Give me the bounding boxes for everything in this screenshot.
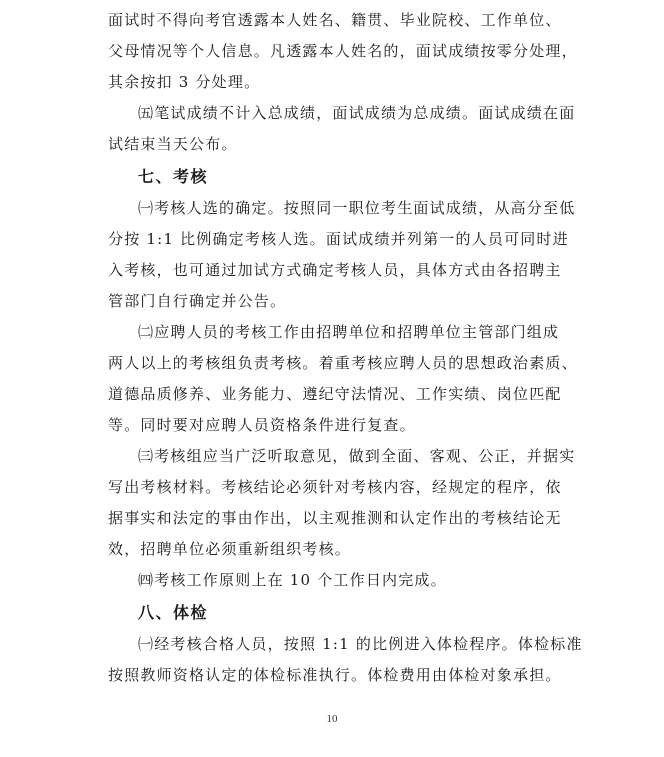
text-line: 入考核，也可通过加试方式确定考核人员，具体方式由各招聘主	[108, 261, 562, 279]
text-line: ㈡应聘人员的考核工作由招聘单位和招聘单位主管部门组成	[138, 323, 560, 341]
text-line: 据事实和法定的事由作出，以主观推测和认定作出的考核结论无	[108, 509, 562, 527]
paragraph-item-5-score	[108, 98, 576, 160]
text-line: 道德品质修养、业务能力、遵纪守法情况、工作实绩、岗位匹配	[108, 385, 562, 403]
paragraph-assessment-1	[108, 193, 576, 317]
text-line: 管部门自行确定并公告。	[108, 292, 287, 310]
paragraph-interview-disclosure	[108, 5, 578, 98]
text-line: 面试时不得向考官透露本人姓名、籍贯、毕业院校、工作单位、	[108, 11, 562, 29]
document-body	[108, 5, 583, 691]
text-line: 效，招聘单位必须重新组织考核。	[108, 540, 352, 558]
text-line: 分按 1:1 比例确定考核人选。面试成绩并列第一的人员可同时进	[108, 230, 569, 248]
paragraph-assessment-3	[108, 441, 576, 565]
section-heading-assessment: 七、考核	[138, 167, 209, 186]
paragraph-assessment-2	[108, 317, 578, 441]
text-line: 父母情况等个人信息。凡透露本人姓名的，面试成绩按零分处理，	[108, 42, 578, 60]
text-line: ㈣考核工作原则上在 10 个工作日内完成。	[138, 571, 447, 589]
paragraph-assessment-4	[108, 565, 560, 596]
text-line: ㈠经考核合格人员，按照 1:1 的比例进入体检程序。体检标准	[138, 635, 583, 653]
text-line: ㈠考核人选的确定。按照同一职位考生面试成绩，从高分至低	[138, 199, 576, 217]
text-line: 两人以上的考核组负责考核。着重考核应聘人员的思想政治素质、	[108, 354, 578, 372]
section-heading-physical-exam: 八、体检	[138, 603, 209, 622]
text-line: ㈤笔试成绩不计入总成绩，面试成绩为总成绩。面试成绩在面	[138, 104, 576, 122]
text-line: 等。同时要对应聘人员资格条件进行复查。	[108, 416, 416, 434]
paragraph-physical-exam-1	[108, 629, 583, 691]
text-line: 其余按扣 3 分处理。	[108, 73, 261, 91]
text-line: ㈢考核组应当广泛听取意见，做到全面、客观、公正，并据实	[138, 447, 576, 465]
page-number: 10	[326, 713, 338, 725]
text-line: 写出考核材料。考核结论必须针对考核内容，经规定的程序，依	[108, 478, 562, 496]
text-line: 按照教师资格认定的体检标准执行。体检费用由体检对象承担。	[108, 666, 562, 684]
text-line: 试结束当天公布。	[108, 135, 238, 153]
